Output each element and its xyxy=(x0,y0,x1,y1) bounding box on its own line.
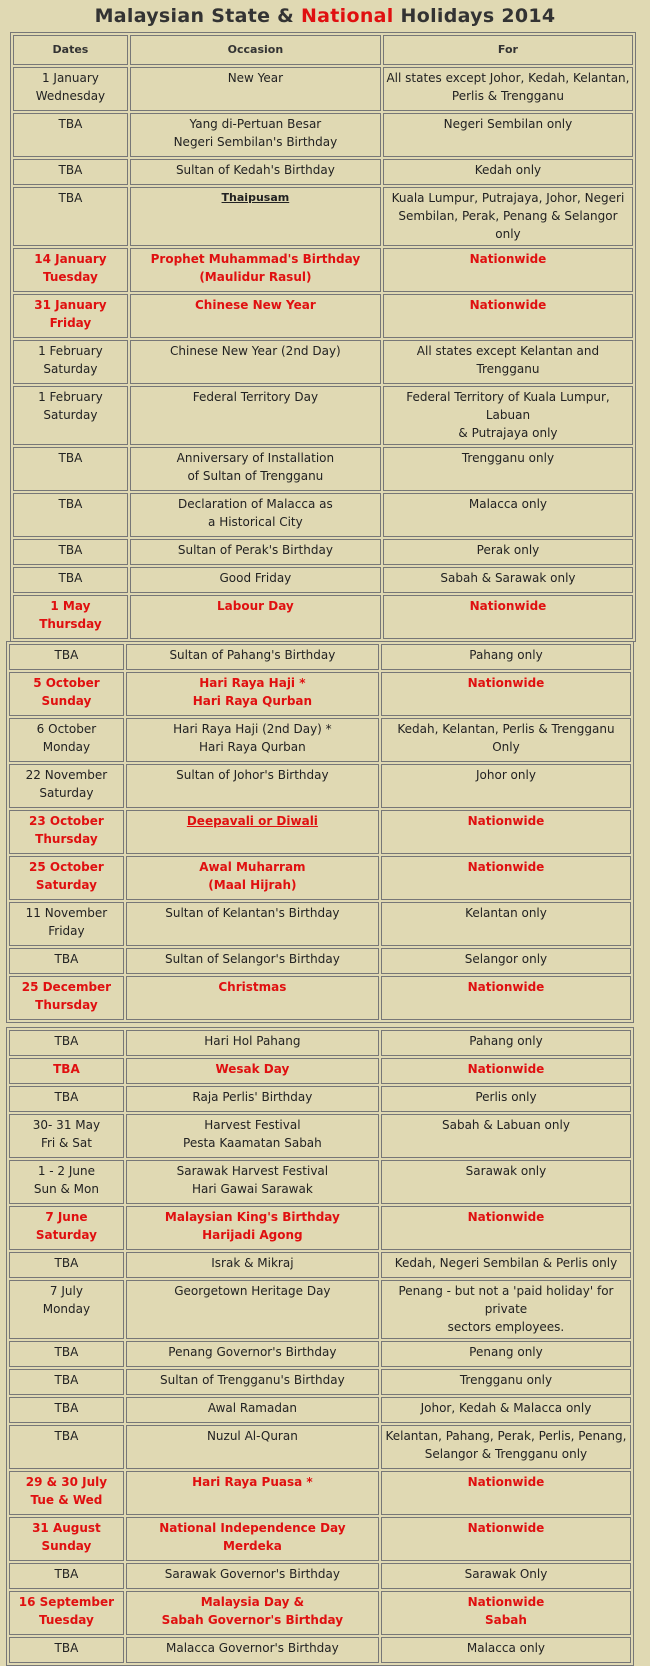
table-row xyxy=(9,1637,631,1663)
occasion-cell: Awal Muharram (Maal Hijrah) xyxy=(126,856,379,900)
for-cell: Nationwide xyxy=(383,248,633,292)
table-row xyxy=(9,1397,631,1423)
for-cell: Kelantan, Pahang, Perak, Perlis, Penang, Selangor & Trengganu only xyxy=(381,1425,631,1469)
for-cell: Nationwide Sabah xyxy=(381,1591,631,1635)
occasion-cell: Hari Raya Puasa * xyxy=(126,1471,379,1515)
date-cell: 6 October Monday xyxy=(9,718,124,762)
for-cell: Johor, Kedah & Malacca only xyxy=(381,1397,631,1423)
date-cell: 14 January Tuesday xyxy=(13,248,128,292)
table-row-national xyxy=(9,856,631,900)
table-row xyxy=(13,187,633,246)
for-cell: Trengganu only xyxy=(383,447,633,491)
occasion-cell: Malaysian King's Birthday Harijadi Agong xyxy=(126,1206,379,1250)
occasion-cell: Wesak Day xyxy=(126,1058,379,1084)
table-row-national xyxy=(13,294,633,338)
date-cell: TBA xyxy=(13,539,128,565)
table-row xyxy=(9,1030,631,1056)
for-cell: Selangor only xyxy=(381,948,631,974)
occasion-cell: Sarawak Harvest Festival Hari Gawai Sarawak xyxy=(126,1160,379,1204)
table-row xyxy=(9,718,631,762)
occasion-cell: Sultan of Johor's Birthday xyxy=(126,764,379,808)
occasion-cell: Israk & Mikraj xyxy=(126,1252,379,1278)
occasion-cell: Hari Hol Pahang xyxy=(126,1030,379,1056)
holiday-table-2 xyxy=(6,641,634,1023)
for-cell: Kedah, Kelantan, Perlis & Trengganu Only xyxy=(381,718,631,762)
table-row-national xyxy=(13,595,633,639)
table-row-national xyxy=(9,672,631,716)
occasion-cell: Malacca Governor's Birthday xyxy=(126,1637,379,1663)
date-cell: TBA xyxy=(9,1030,124,1056)
for-cell: Nationwide xyxy=(381,856,631,900)
date-cell: 29 & 30 July Tue & Wed xyxy=(9,1471,124,1515)
for-cell: Nationwide xyxy=(381,1206,631,1250)
occasion-link-deepavali[interactable]: Deepavali or Diwali xyxy=(126,810,379,854)
for-cell: All states except Kelantan and Trengganu xyxy=(383,340,633,384)
table-row xyxy=(9,902,631,946)
table-row xyxy=(9,1369,631,1395)
date-cell: 7 July Monday xyxy=(9,1280,124,1339)
occasion-cell: Sultan of Kelantan's Birthday xyxy=(126,902,379,946)
occasion-cell: Labour Day xyxy=(130,595,381,639)
date-cell: TBA xyxy=(9,1252,124,1278)
occasion-cell: Yang di-Pertuan Besar Negeri Sembilan's Birthday xyxy=(130,113,381,157)
occasion-cell: Sultan of Selangor's Birthday xyxy=(126,948,379,974)
for-cell: Sabah & Labuan only xyxy=(381,1114,631,1158)
date-cell: TBA xyxy=(9,1563,124,1589)
occasion-cell: Sultan of Kedah's Birthday xyxy=(130,159,381,185)
for-cell: Sarawak Only xyxy=(381,1563,631,1589)
title-pre: Malaysian State & xyxy=(94,5,301,27)
date-cell: TBA xyxy=(9,1058,124,1084)
date-cell: 25 December Thursday xyxy=(9,976,124,1020)
date-cell: 1 January Wednesday xyxy=(13,67,128,111)
occasion-cell: New Year xyxy=(130,67,381,111)
title-accent: National xyxy=(300,5,394,27)
for-cell: Trengganu only xyxy=(381,1369,631,1395)
occasion-cell: Sultan of Perak's Birthday xyxy=(130,539,381,565)
holiday-table-3 xyxy=(6,1027,634,1666)
table-row-national xyxy=(9,1591,631,1635)
table-row-national xyxy=(9,1471,631,1515)
for-cell: Nationwide xyxy=(381,1058,631,1084)
for-cell: Penang only xyxy=(381,1341,631,1367)
date-cell: 30- 31 May Fri & Sat xyxy=(9,1114,124,1158)
date-cell: 31 January Friday xyxy=(13,294,128,338)
table-row xyxy=(9,1280,631,1339)
occasion-cell: Harvest Festival Pesta Kaamatan Sabah xyxy=(126,1114,379,1158)
for-cell: Johor only xyxy=(381,764,631,808)
table-row-national xyxy=(9,976,631,1020)
date-cell: TBA xyxy=(9,1637,124,1663)
date-cell: 23 October Thursday xyxy=(9,810,124,854)
table-row xyxy=(9,1252,631,1278)
table-row-national xyxy=(13,248,633,292)
holiday-table-1 xyxy=(10,32,636,642)
table-row xyxy=(9,1341,631,1367)
date-cell: TBA xyxy=(13,447,128,491)
occasion-cell: Sultan of Pahang's Birthday xyxy=(126,644,379,670)
table-row xyxy=(9,1086,631,1112)
table-row-national xyxy=(9,1058,631,1084)
date-cell: 1 February Saturday xyxy=(13,386,128,445)
for-cell: Nationwide xyxy=(381,1517,631,1561)
date-cell: 11 November Friday xyxy=(9,902,124,946)
date-cell: 5 October Sunday xyxy=(9,672,124,716)
date-cell: 16 September Tuesday xyxy=(9,1591,124,1635)
occasion-cell: Nuzul Al-Quran xyxy=(126,1425,379,1469)
table-row xyxy=(13,447,633,491)
occasion-cell: Hari Raya Haji * Hari Raya Qurban xyxy=(126,672,379,716)
header-occasion: Occasion xyxy=(130,35,381,65)
for-cell: Kedah only xyxy=(383,159,633,185)
page-title xyxy=(0,0,650,32)
date-cell: TBA xyxy=(9,948,124,974)
occasion-cell: Good Friday xyxy=(130,567,381,593)
title-post: Holidays 2014 xyxy=(393,5,556,27)
occasion-cell: Christmas xyxy=(126,976,379,1020)
date-cell: 1 February Saturday xyxy=(13,340,128,384)
occasion-cell: National Independence Day Merdeka xyxy=(126,1517,379,1561)
for-cell: Sarawak only xyxy=(381,1160,631,1204)
for-cell: All states except Johor, Kedah, Kelantan, Perlis & Trengganu xyxy=(383,67,633,111)
for-cell: Pahang only xyxy=(381,1030,631,1056)
occasion-cell: Awal Ramadan xyxy=(126,1397,379,1423)
table-row xyxy=(9,644,631,670)
occasion-cell: Prophet Muhammad's Birthday (Maulidur Rasul) xyxy=(130,248,381,292)
occasion-cell: Georgetown Heritage Day xyxy=(126,1280,379,1339)
date-cell: 1 May Thursday xyxy=(13,595,128,639)
table-row xyxy=(13,67,633,111)
occasion-cell: Raja Perlis' Birthday xyxy=(126,1086,379,1112)
date-cell: TBA xyxy=(9,1369,124,1395)
date-cell: 22 November Saturday xyxy=(9,764,124,808)
for-cell: Malacca only xyxy=(381,1637,631,1663)
date-cell: TBA xyxy=(9,1341,124,1367)
date-cell: TBA xyxy=(13,159,128,185)
table-row xyxy=(13,159,633,185)
table-row xyxy=(9,1425,631,1469)
table-row xyxy=(13,113,633,157)
date-cell: TBA xyxy=(13,187,128,246)
date-cell: TBA xyxy=(13,493,128,537)
table-row xyxy=(13,386,633,445)
header-dates: Dates xyxy=(13,35,128,65)
date-cell: 1 - 2 June Sun & Mon xyxy=(9,1160,124,1204)
for-cell: Perlis only xyxy=(381,1086,631,1112)
table-row xyxy=(9,1114,631,1158)
occasion-cell: Sarawak Governor's Birthday xyxy=(126,1563,379,1589)
date-cell: TBA xyxy=(13,113,128,157)
header-row xyxy=(13,35,633,65)
for-cell: Federal Territory of Kuala Lumpur, Labuan & Putrajaya only xyxy=(383,386,633,445)
table-row xyxy=(9,948,631,974)
for-cell: Malacca only xyxy=(383,493,633,537)
date-cell: 25 October Saturday xyxy=(9,856,124,900)
table-row-national xyxy=(9,1206,631,1250)
for-cell: Nationwide xyxy=(381,976,631,1020)
for-cell: Nationwide xyxy=(383,595,633,639)
table-row xyxy=(9,1563,631,1589)
for-cell: Perak only xyxy=(383,539,633,565)
date-cell: TBA xyxy=(9,1397,124,1423)
table-row-national xyxy=(9,810,631,854)
occasion-link-thaipusam[interactable]: Thaipusam xyxy=(130,187,381,246)
date-cell: TBA xyxy=(9,1425,124,1469)
header-for: For xyxy=(383,35,633,65)
table-row xyxy=(13,567,633,593)
occasion-cell: Chinese New Year xyxy=(130,294,381,338)
table-row xyxy=(9,764,631,808)
for-cell: Nationwide xyxy=(383,294,633,338)
table-row-national xyxy=(9,1517,631,1561)
occasion-cell: Chinese New Year (2nd Day) xyxy=(130,340,381,384)
date-cell: 7 June Saturday xyxy=(9,1206,124,1250)
table-row xyxy=(13,539,633,565)
for-cell: Sabah & Sarawak only xyxy=(383,567,633,593)
occasion-cell: Sultan of Trengganu's Birthday xyxy=(126,1369,379,1395)
occasion-cell: Anniversary of Installation of Sultan of Trengganu xyxy=(130,447,381,491)
for-cell: Pahang only xyxy=(381,644,631,670)
occasion-cell: Hari Raya Haji (2nd Day) * Hari Raya Qurban xyxy=(126,718,379,762)
for-cell: Kedah, Negeri Sembilan & Perlis only xyxy=(381,1252,631,1278)
occasion-cell: Malaysia Day & Sabah Governor's Birthday xyxy=(126,1591,379,1635)
table-row xyxy=(9,1160,631,1204)
occasion-cell: Declaration of Malacca as a Historical City xyxy=(130,493,381,537)
occasion-cell: Federal Territory Day xyxy=(130,386,381,445)
date-cell: 31 August Sunday xyxy=(9,1517,124,1561)
date-cell: TBA xyxy=(13,567,128,593)
for-cell: Negeri Sembilan only xyxy=(383,113,633,157)
date-cell: TBA xyxy=(9,1086,124,1112)
for-cell: Kelantan only xyxy=(381,902,631,946)
table-row xyxy=(13,340,633,384)
for-cell: Nationwide xyxy=(381,1471,631,1515)
for-cell: Penang - but not a 'paid holiday' for private sectors employees. xyxy=(381,1280,631,1339)
table-row xyxy=(13,493,633,537)
for-cell: Kuala Lumpur, Putrajaya, Johor, Negeri Sembilan, Perak, Penang & Selangor only xyxy=(383,187,633,246)
for-cell: Nationwide xyxy=(381,672,631,716)
occasion-cell: Penang Governor's Birthday xyxy=(126,1341,379,1367)
for-cell: Nationwide xyxy=(381,810,631,854)
date-cell: TBA xyxy=(9,644,124,670)
